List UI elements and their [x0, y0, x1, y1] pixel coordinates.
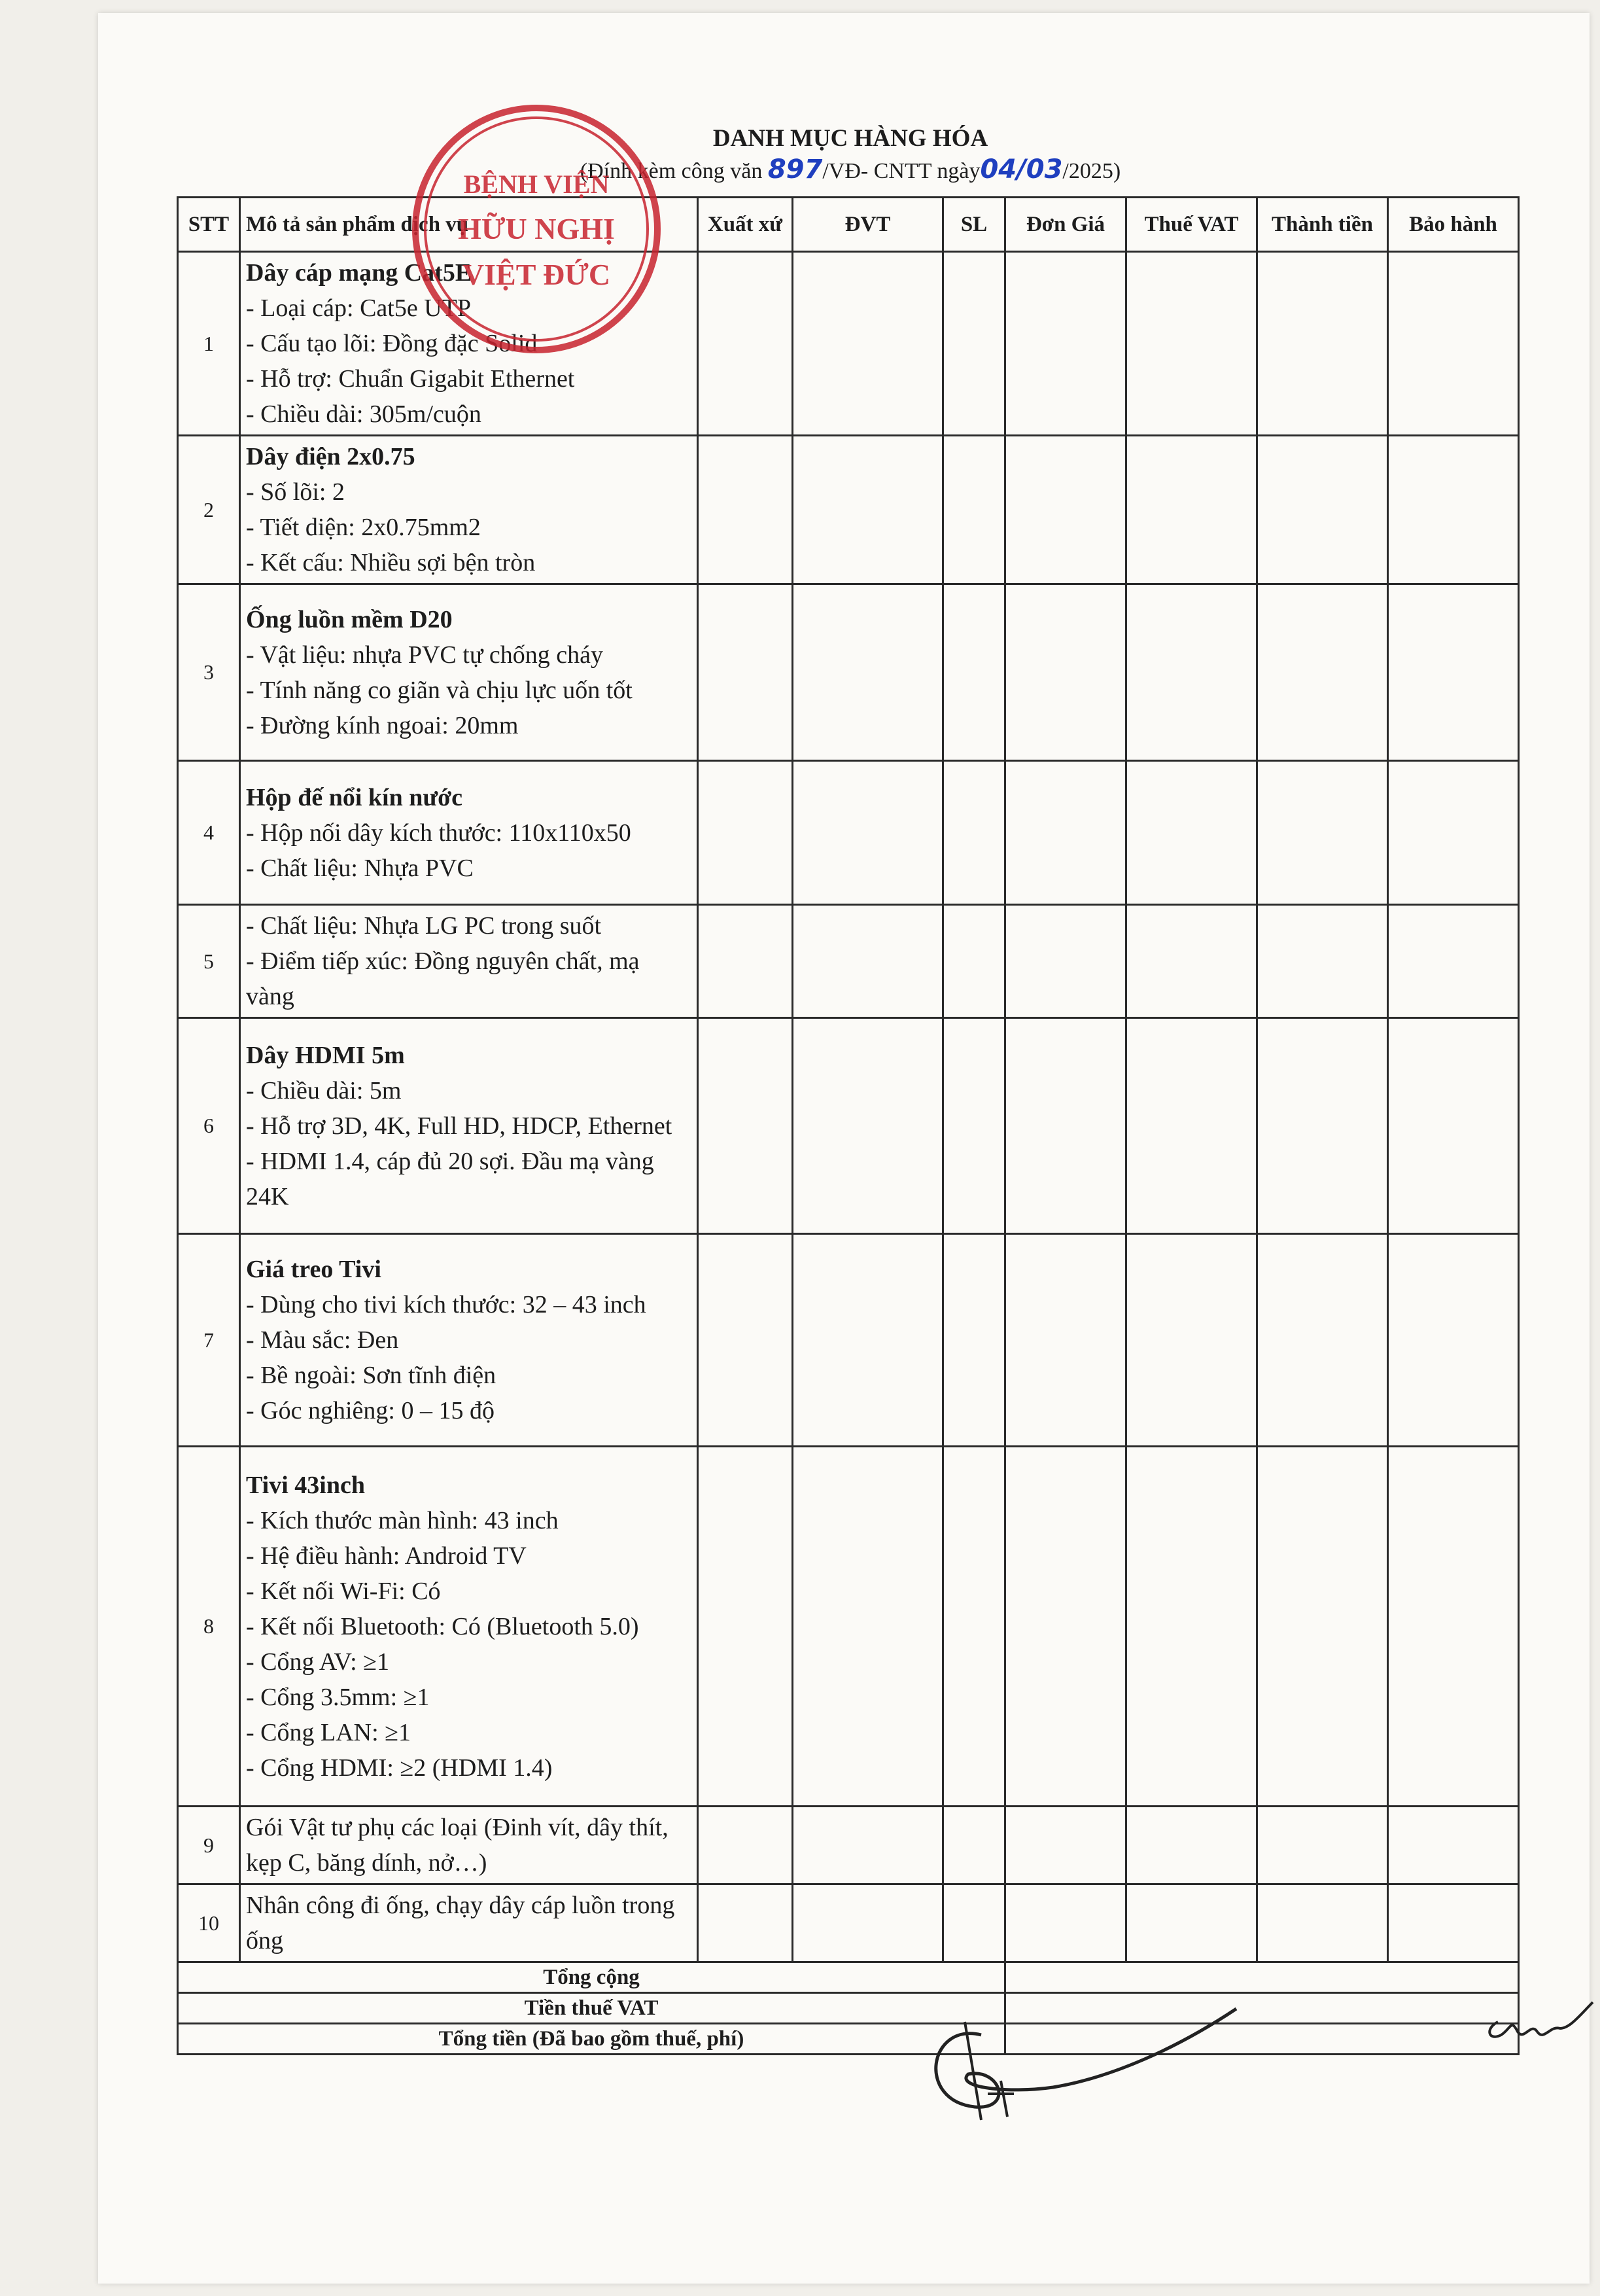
cell-total [1257, 252, 1388, 436]
cell-unit [793, 1018, 943, 1234]
cell-price [1005, 905, 1126, 1018]
cell-unit [793, 1807, 943, 1884]
table-row [178, 905, 1519, 1018]
item-spec-line: - Góc nghiêng: 0 – 15 độ [246, 1397, 495, 1424]
stamp-text-bottom: VIỆT ĐỨC [462, 258, 611, 291]
cell-origin [698, 905, 793, 1018]
cell-qty [943, 252, 1005, 436]
cell-warranty [1388, 761, 1519, 905]
row-stt: 6 [178, 1018, 240, 1234]
cell-origin [698, 1884, 793, 1962]
cell-warranty [1388, 1018, 1519, 1234]
table-row [178, 1234, 1519, 1447]
cell-vat [1126, 252, 1257, 436]
cell-total [1257, 1447, 1388, 1807]
cell-unit [793, 252, 943, 436]
cell-price [1005, 1884, 1126, 1962]
cell-price [1005, 1447, 1126, 1807]
table-row [178, 1807, 1519, 1884]
cell-origin [698, 1807, 793, 1884]
cell-price [1005, 1807, 1126, 1884]
cell-total [1257, 436, 1388, 584]
table-row [178, 1447, 1519, 1807]
cell-total [1257, 905, 1388, 1018]
item-spec-line: - Chiều dài: 5m [246, 1076, 402, 1104]
item-spec-line: - Cổng 3.5mm: ≥1 [246, 1683, 430, 1711]
table-row [178, 761, 1519, 905]
subtotal-label: Tổng cộng [178, 1962, 1005, 1993]
cell-origin [698, 252, 793, 436]
goods-table [177, 196, 1520, 2055]
row-description [240, 584, 698, 761]
row-description [240, 252, 698, 436]
row-stt: 7 [178, 1234, 240, 1447]
item-name: Dây điện 2x0.75 [246, 443, 415, 470]
item-spec-line: - HDMI 1.4, cáp đủ 20 sợi. Đầu mạ vàng 24K [246, 1147, 654, 1210]
cell-warranty [1388, 1884, 1519, 1962]
item-name: Giá treo Tivi [246, 1256, 381, 1283]
row-stt: 8 [178, 1447, 240, 1807]
item-spec-line: Gói Vật tư phụ các loại (Đinh vít, dây thít, kẹp C, băng dính, nở…) [246, 1814, 669, 1877]
item-spec-line: - Bề ngoài: Sơn tĩnh điện [246, 1362, 496, 1389]
cell-qty [943, 1234, 1005, 1447]
cell-price [1005, 1018, 1126, 1234]
header-unit: ĐVT [793, 198, 943, 252]
cell-vat [1126, 1018, 1257, 1234]
item-spec-line: - Cổng HDMI: ≥2 (HDMI 1.4) [246, 1754, 553, 1782]
cell-vat [1126, 905, 1257, 1018]
item-spec-line: - Hỗ trợ 3D, 4K, Full HD, HDCP, Ethernet [246, 1112, 672, 1140]
row-description [240, 436, 698, 584]
item-spec-line: - Tính năng co giãn và chịu lực uốn tốt [246, 676, 633, 704]
row-description [240, 1018, 698, 1234]
cell-warranty [1388, 436, 1519, 584]
cell-warranty [1388, 584, 1519, 761]
item-spec-line: - Loại cáp: Cat5e UTP [246, 294, 472, 322]
item-spec-line: - Màu sắc: Đen [246, 1326, 399, 1354]
cell-total [1257, 1884, 1388, 1962]
item-spec-line: - Điểm tiếp xúc: Đồng nguyên chất, mạ vàng [246, 947, 640, 1010]
header-price: Đơn Giá [1005, 198, 1126, 252]
row-stt: 5 [178, 905, 240, 1018]
cell-qty [943, 1884, 1005, 1962]
cell-warranty [1388, 1234, 1519, 1447]
row-stt: 1 [178, 252, 240, 436]
row-stt: 2 [178, 436, 240, 584]
table-header-row [178, 198, 1519, 252]
cell-price [1005, 1234, 1126, 1447]
cell-qty [943, 1447, 1005, 1807]
cell-unit [793, 1234, 943, 1447]
cell-unit [793, 761, 943, 905]
item-spec-line: - Chất liệu: Nhựa PVC [246, 854, 474, 882]
cell-warranty [1388, 1447, 1519, 1807]
vat-label: Tiền thuế VAT [178, 1993, 1005, 2024]
item-spec-line: - Kết nối Bluetooth: Có (Bluetooth 5.0) [246, 1612, 639, 1640]
row-stt: 4 [178, 761, 240, 905]
item-name: Tivi 43inch [246, 1471, 365, 1499]
document-title: DANH MỤC HÀNG HÓA [712, 125, 988, 152]
doc-date: 04/03 [980, 154, 1063, 185]
subtitle-suffix: /2025) [1062, 159, 1121, 183]
item-spec-line: - Kết nối Wi-Fi: Có [246, 1577, 441, 1605]
header-origin: Xuất xứ [698, 198, 793, 252]
row-description [240, 1884, 698, 1962]
item-spec-line: - Cấu tạo lõi: Đồng đặc Solid [246, 330, 538, 357]
cell-total [1257, 1807, 1388, 1884]
header-desc: Mô tả sản phẩm dịch vụ [240, 198, 698, 252]
table-row [178, 584, 1519, 761]
table-row [178, 252, 1519, 436]
cell-total [1257, 1018, 1388, 1234]
item-spec-line: - Hệ điều hành: Android TV [246, 1542, 527, 1570]
item-spec-line: - Cổng AV: ≥1 [246, 1648, 389, 1676]
document-subtitle [549, 154, 1151, 185]
cell-qty [943, 905, 1005, 1018]
row-description [240, 1234, 698, 1447]
header-warranty: Bảo hành [1388, 198, 1519, 252]
item-name: Ống luồn mềm D20 [246, 605, 453, 633]
header-total: Thành tiền [1257, 198, 1388, 252]
cell-price [1005, 252, 1126, 436]
cell-vat [1126, 1447, 1257, 1807]
header-stt: STT [178, 198, 240, 252]
item-spec-line: - Dùng cho tivi kích thước: 32 – 43 inch [246, 1291, 646, 1318]
item-spec-line: - Tiết diện: 2x0.75mm2 [246, 514, 481, 541]
row-description [240, 1447, 698, 1807]
table-row [178, 1018, 1519, 1234]
item-spec-line: - Số lõi: 2 [246, 478, 345, 506]
stamp-text-mid: HỮU NGHỊ [458, 212, 615, 245]
item-spec-line: - Chiều dài: 305m/cuộn [246, 400, 481, 428]
item-spec-line: - Vật liệu: nhựa PVC tự chống cháy [246, 641, 604, 669]
cell-warranty [1388, 252, 1519, 436]
row-description [240, 761, 698, 905]
cell-warranty [1388, 905, 1519, 1018]
cell-total [1257, 761, 1388, 905]
cell-qty [943, 1807, 1005, 1884]
cell-vat [1126, 584, 1257, 761]
cell-unit [793, 1884, 943, 1962]
row-description [240, 1807, 698, 1884]
cell-vat [1126, 1234, 1257, 1447]
row-stt: 9 [178, 1807, 240, 1884]
item-spec-line: - Kết cấu: Nhiều sợi bện tròn [246, 549, 536, 576]
item-spec-line: - Hộp nối dây kích thước: 110x110x50 [246, 819, 631, 847]
cell-origin [698, 1018, 793, 1234]
cell-qty [943, 584, 1005, 761]
item-name: Dây HDMI 5m [246, 1041, 405, 1069]
cell-price [1005, 436, 1126, 584]
cell-vat [1126, 1884, 1257, 1962]
grand-total-value [1005, 2024, 1519, 2055]
doc-number: 897 [767, 154, 823, 185]
cell-qty [943, 1018, 1005, 1234]
cell-vat [1126, 761, 1257, 905]
vat-value [1005, 1993, 1519, 2024]
cell-origin [698, 584, 793, 761]
item-spec-line: Nhân công đi ống, chạy dây cáp luồn trong ống [246, 1892, 675, 1954]
cell-qty [943, 761, 1005, 905]
header-vat: Thuế VAT [1126, 198, 1257, 252]
table-row [178, 1884, 1519, 1962]
header-qty: SL [943, 198, 1005, 252]
row-stt: 10 [178, 1884, 240, 1962]
cell-qty [943, 436, 1005, 584]
item-spec-line: - Kích thước màn hình: 43 inch [246, 1506, 559, 1534]
summary-row-subtotal [178, 1962, 1519, 1993]
subtotal-value [1005, 1962, 1519, 1993]
item-spec-line: - Cổng LAN: ≥1 [246, 1718, 411, 1746]
row-description [240, 905, 698, 1018]
cell-origin [698, 1234, 793, 1447]
item-name: Dây cáp mạng Cat5E [246, 259, 472, 287]
grand-total-label: Tổng tiền (Đã bao gồm thuế, phí) [178, 2024, 1005, 2055]
cell-origin [698, 1447, 793, 1807]
cell-origin [698, 761, 793, 905]
cell-total [1257, 1234, 1388, 1447]
subtitle-prefix: (Đính kèm công văn [580, 159, 768, 183]
table-row [178, 436, 1519, 584]
summary-row-grand-total [178, 2024, 1519, 2055]
item-spec-line: - Hỗ trợ: Chuẩn Gigabit Ethernet [246, 365, 575, 393]
cell-unit [793, 905, 943, 1018]
cell-vat [1126, 436, 1257, 584]
cell-origin [698, 436, 793, 584]
cell-total [1257, 584, 1388, 761]
cell-unit [793, 436, 943, 584]
summary-row-vat [178, 1993, 1519, 2024]
stamp-text-top: BỆNH VIỆN [463, 169, 610, 199]
item-spec-line: - Chất liệu: Nhựa LG PC trong suốt [246, 912, 602, 940]
row-stt: 3 [178, 584, 240, 761]
item-name: Hộp đế nổi kín nước [246, 783, 463, 811]
cell-unit [793, 1447, 943, 1807]
item-spec-line: - Đường kính ngoai: 20mm [246, 711, 519, 739]
cell-price [1005, 761, 1126, 905]
cell-price [1005, 584, 1126, 761]
cell-warranty [1388, 1807, 1519, 1884]
cell-unit [793, 584, 943, 761]
subtitle-mid: /VĐ- CNTT ngày [822, 159, 981, 183]
cell-vat [1126, 1807, 1257, 1884]
